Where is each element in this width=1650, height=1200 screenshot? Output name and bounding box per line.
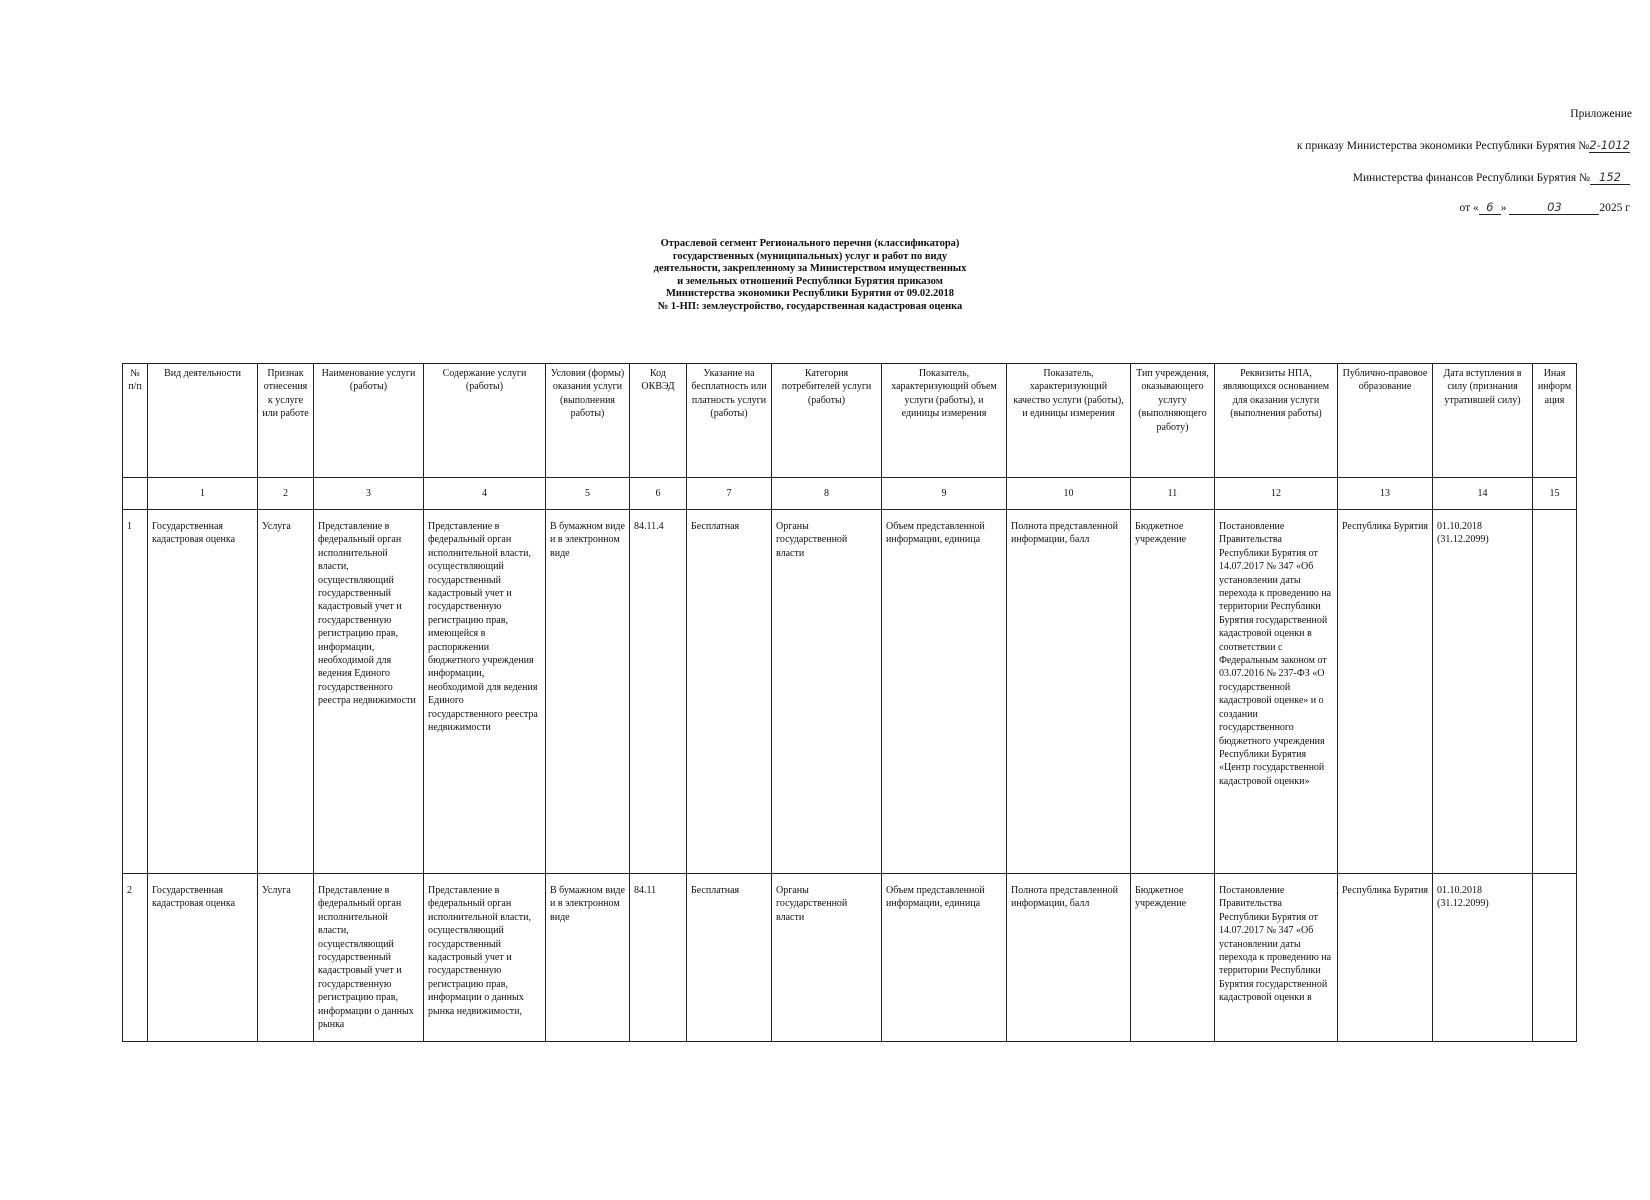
header-cell: Указание на бесплатность или платность услуги (работы) [687, 364, 772, 478]
column-number: 3 [314, 478, 424, 510]
row-number: 1 [123, 510, 148, 874]
activity-type: Государственная кадастровая оценка [148, 874, 258, 1042]
column-number: 1 [148, 478, 258, 510]
column-number-row [123, 478, 1577, 510]
column-number: 2 [258, 478, 314, 510]
header-cell: № п/п [123, 364, 148, 478]
header-cell: Вид деятельности [148, 364, 258, 478]
header-cell: Признак отнесения к услуге или работе [258, 364, 314, 478]
column-number: 6 [630, 478, 687, 510]
date-year: 2025 г [1599, 202, 1630, 214]
header-cell: Показатель, характеризующий объем услуги (работы), и единицы измерения [882, 364, 1007, 478]
header-cell: Категория потребителей услуги (работы) [772, 364, 882, 478]
row-number: 2 [123, 874, 148, 1042]
payment-type: Бесплатная [687, 874, 772, 1042]
title-line: Министерства экономики Республики Бурятия от 09.02.2018 [665, 288, 955, 299]
appendix-date [1460, 200, 1630, 215]
column-number: 11 [1131, 478, 1215, 510]
public-entity: Республика Бурятия [1338, 510, 1433, 874]
appendix-order-finance [1353, 170, 1630, 185]
column-number: 15 [1533, 478, 1577, 510]
appendix-label: Приложение [1570, 108, 1632, 120]
order-finance-number: 152 [1590, 170, 1630, 185]
title-line: и земельных отношений Республики Бурятия приказом [677, 275, 943, 287]
okved-code: 84.11.4 [630, 510, 687, 874]
okved-code: 84.11 [630, 874, 687, 1042]
header-row [123, 364, 1577, 478]
payment-type: Бесплатная [687, 510, 772, 874]
header-cell: Условия (формы) оказания услуги (выполнения работы) [546, 364, 630, 478]
header-cell: Реквизиты НПА, являющихся основанием для оказания услуги (выполнения работы) [1215, 364, 1338, 478]
service-name: Представление в федеральный орган исполнительной власти, осуществляющий государственный кадастровый учет и государственную регистрацию прав, информации, необходимой для ведения Единого государственного реестра недвижимости [314, 510, 424, 874]
service-conditions: В бумажном виде и в электронном виде [546, 874, 630, 1042]
services-table [122, 363, 1577, 1042]
other-info [1533, 510, 1577, 874]
date-prefix: от « [1459, 202, 1479, 214]
date-mid: » [1500, 202, 1507, 214]
activity-type: Государственная кадастровая оценка [148, 510, 258, 874]
column-number: 14 [1433, 478, 1533, 510]
volume-indicator: Объем представленной информации, единица [882, 874, 1007, 1042]
table-row [123, 874, 1577, 1042]
consumer-category: Органы государственной власти [772, 874, 882, 1042]
institution-type: Бюджетное учреждение [1131, 510, 1215, 874]
service-conditions: В бумажном виде и в электронном виде [546, 510, 630, 874]
column-number: 13 [1338, 478, 1433, 510]
service-content: Представление в федеральный орган исполнительной власти, осуществляющий государственный кадастровый учет и государственную регистрацию прав, информации о данных рынка недвижимости, [424, 874, 546, 1042]
header-cell: Показатель, характеризующий качество услуги (работы), и единицы измерения [1007, 364, 1131, 478]
service-content: Представление в федеральный орган исполнительной власти, осуществляющий государственный кадастровый учет и государственную регистрацию прав, имеющейся в распоряжении бюджетного учреждения информации, необходимой для ведения Единого государственного реестра недвижимости [424, 510, 546, 874]
header-cell: Иная информация [1533, 364, 1577, 478]
volume-indicator: Объем представленной информации, единица [882, 510, 1007, 874]
order-finance-text: Министерства финансов Республики Бурятия № [1352, 172, 1590, 184]
title-line: деятельности, закрепленному за Министерством имущественных [653, 263, 967, 274]
quality-indicator: Полнота представленной информации, балл [1007, 874, 1131, 1042]
title-line: Отраслевой сегмент Регионального перечня (классификатора) [660, 238, 960, 249]
date-month: 03 [1509, 200, 1599, 215]
institution-type: Бюджетное учреждение [1131, 874, 1215, 1042]
service-sign: Услуга [258, 874, 314, 1042]
column-number: 9 [882, 478, 1007, 510]
column-number: 5 [546, 478, 630, 510]
order-economy-number: 2-1012 [1589, 138, 1630, 152]
header-cell: Дата вступления в силу (признания утратившей силу) [1433, 364, 1533, 478]
header-cell: Тип учреждения, оказывающего услугу (выполняющего работу) [1131, 364, 1215, 478]
header-cell: Публично-правовое образование [1338, 364, 1433, 478]
date-day: 6 [1479, 200, 1501, 215]
quality-indicator: Полнота представленной информации, балл [1007, 510, 1131, 874]
effective-date: 01.10.2018 (31.12.2099) [1433, 510, 1533, 874]
header-cell: Наименование услуги (работы) [314, 364, 424, 478]
title-line: государственных (муниципальных) услуг и работ по виду [672, 250, 948, 262]
public-entity: Республика Бурятия [1338, 874, 1433, 1042]
service-sign: Услуга [258, 510, 314, 874]
column-number: 10 [1007, 478, 1131, 510]
column-number: 4 [424, 478, 546, 510]
consumer-category: Органы государственной власти [772, 510, 882, 874]
service-name: Представление в федеральный орган исполнительной власти, осуществляющий государственный кадастровый учет и государственную регистрацию прав, информации о данных рынка [314, 874, 424, 1042]
header-cell: Код ОКВЭД [630, 364, 687, 478]
appendix-order-economy [1297, 138, 1630, 153]
title-line: № 1-НП: землеустройство, государственная кадастровая оценка [657, 300, 963, 312]
legal-act-details: Постановление Правительства Республики Бурятия от 14.07.2017 № 347 «Об установлении даты перехода к проведению на территории Республики Бурятия государственной кадастровой оценки в соответствии с Федеральным законом от 03.07.2016 № 237-ФЗ «О государственной кадастровой оценке» и о создании государственного бюджетного учреждения Республики Бурятия «Центр государственной кадастровой оценки» [1215, 510, 1338, 874]
other-info [1533, 874, 1577, 1042]
legal-act-details: Постановление Правительства Республики Бурятия от 14.07.2017 № 347 «Об установлении даты перехода к проведению на территории Республики Бурятия государственной кадастровой оценки в [1215, 874, 1338, 1042]
header-cell: Содержание услуги (работы) [424, 364, 546, 478]
column-number: 7 [687, 478, 772, 510]
effective-date: 01.10.2018 (31.12.2099) [1433, 874, 1533, 1042]
document-title [560, 238, 1060, 313]
column-number: 12 [1215, 478, 1338, 510]
table-row [123, 510, 1577, 874]
order-economy-text: к приказу Министерства экономики Республики Бурятия № [1296, 140, 1590, 152]
column-number [123, 478, 148, 510]
column-number: 8 [772, 478, 882, 510]
